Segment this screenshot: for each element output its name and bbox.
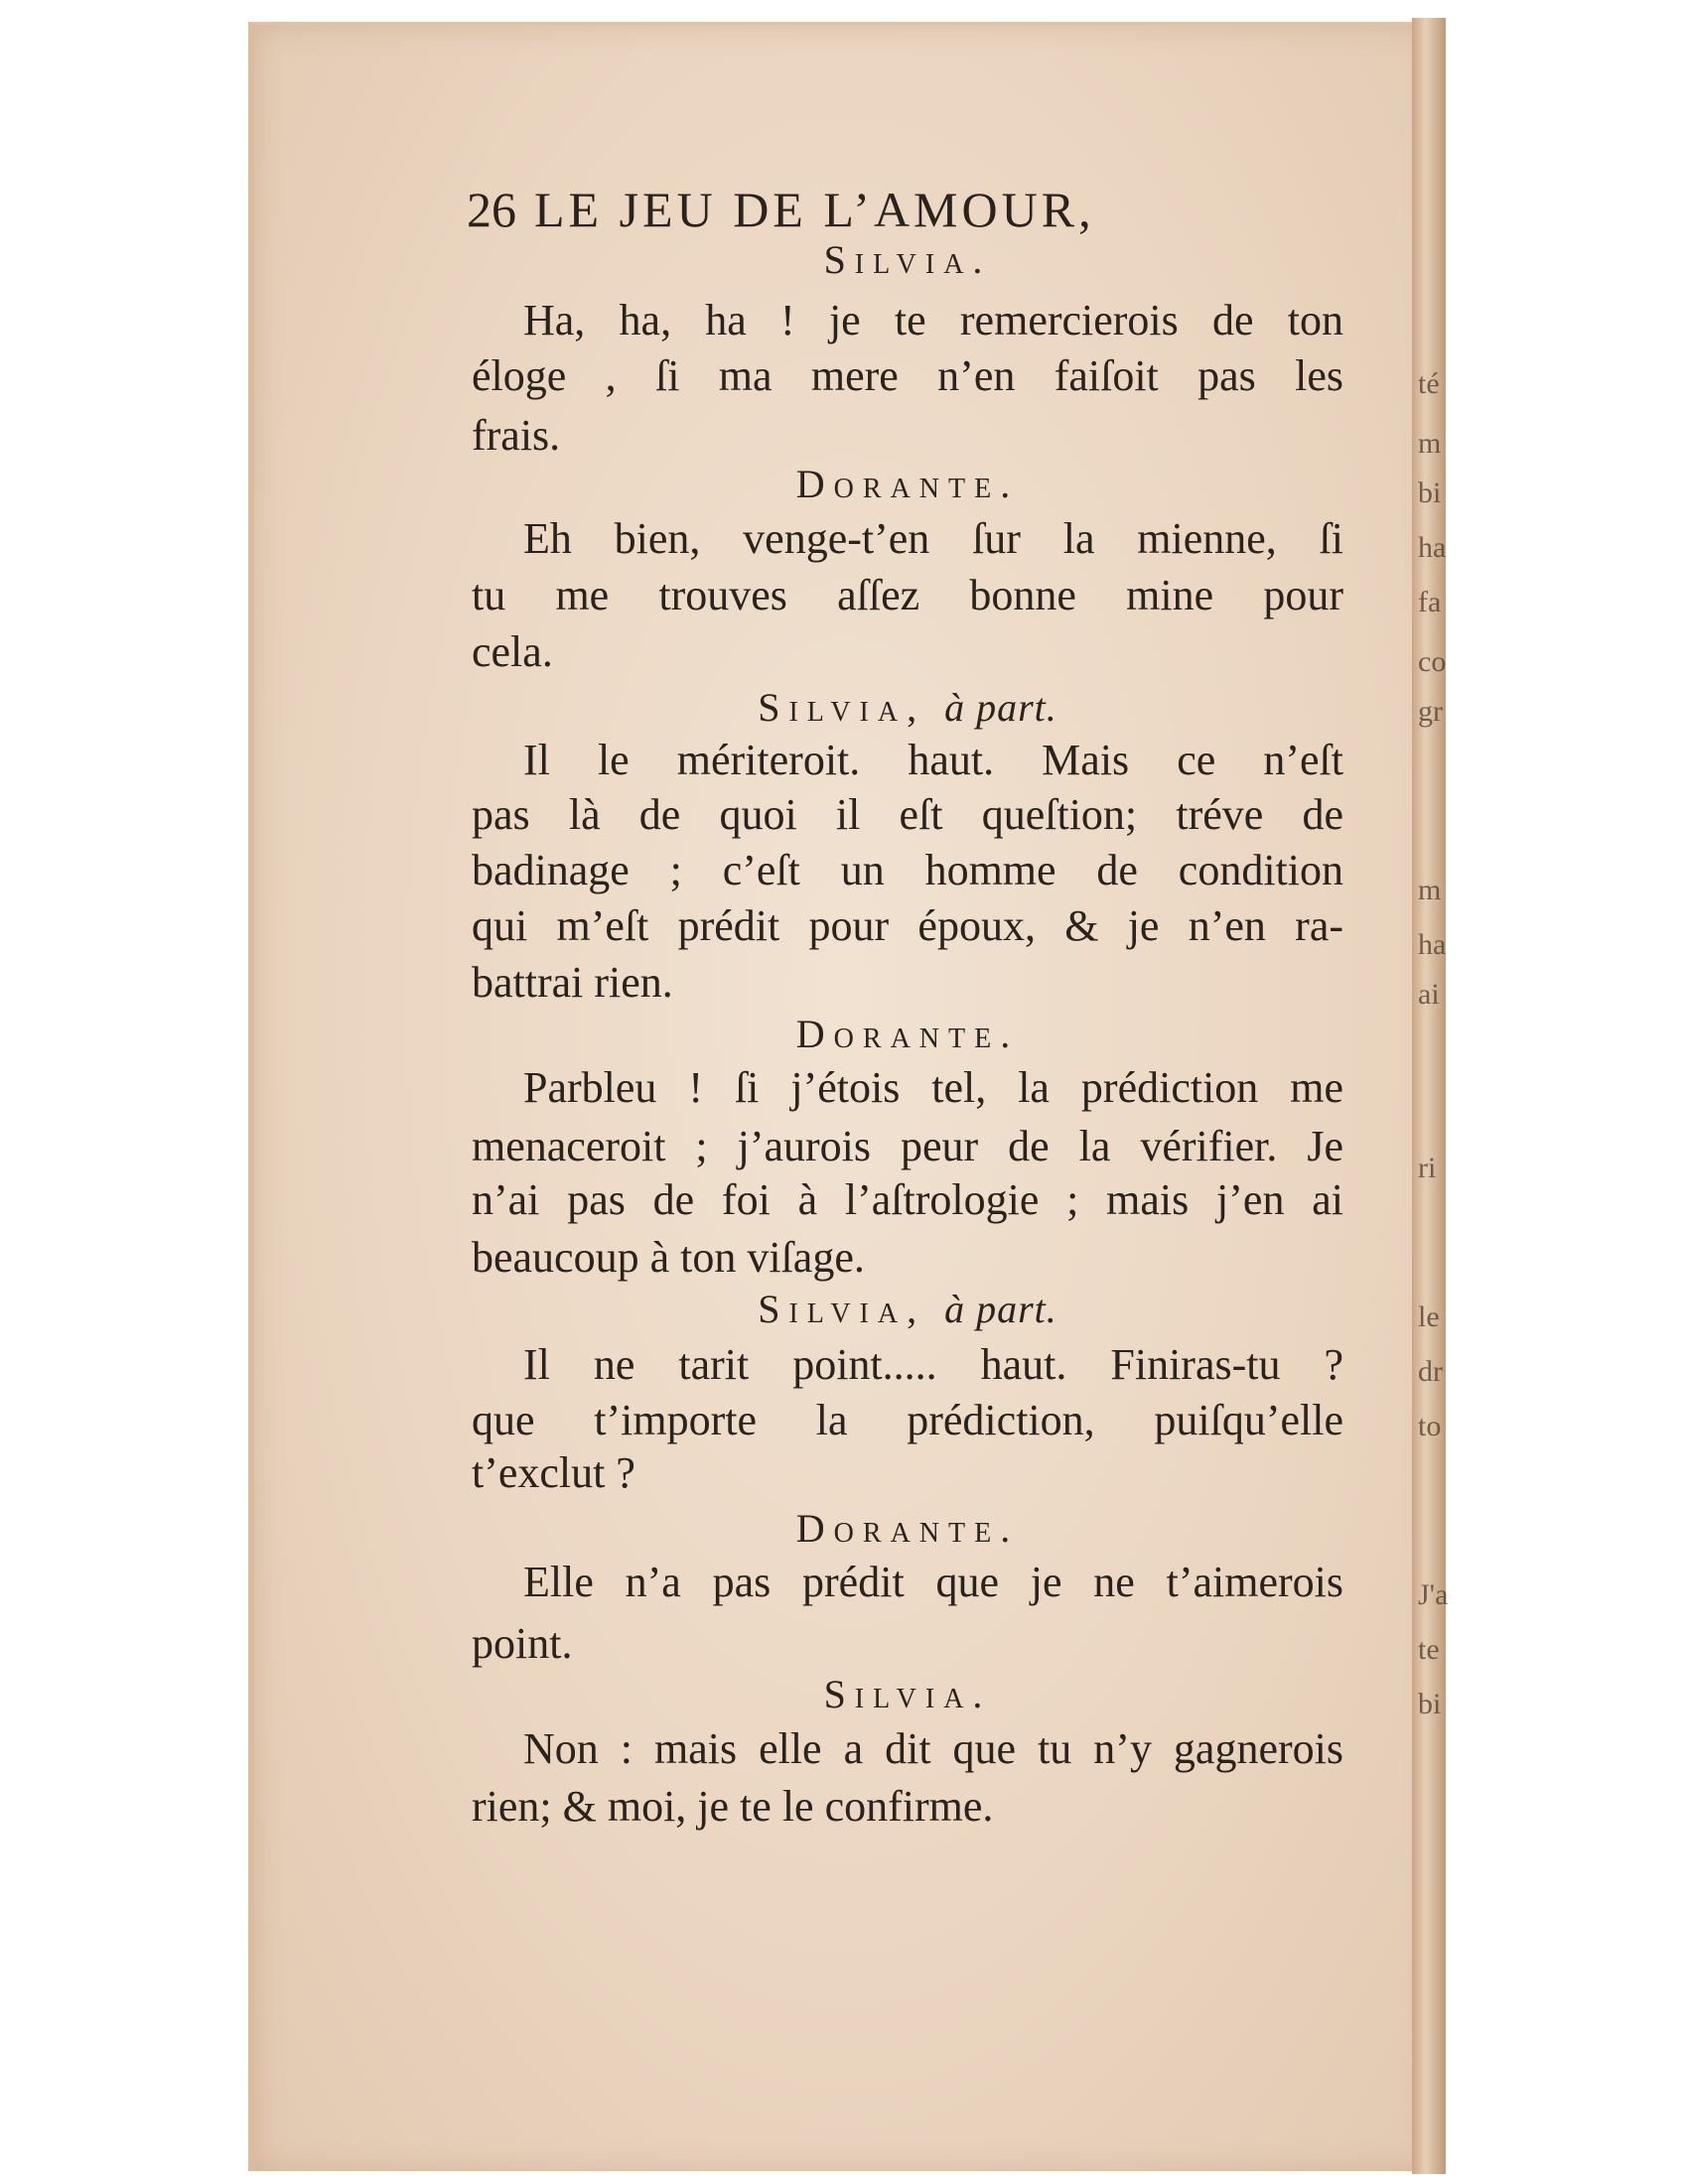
text-line: tu me trouves aſſez bonne mine pour <box>472 571 1343 619</box>
text-line: qui m’eſt prédit pour époux, & je n’en ra- <box>472 901 1343 950</box>
facing-page-fragment: le <box>1418 1300 1440 1333</box>
facing-page-fragment: dr <box>1418 1355 1443 1388</box>
text-line: point. <box>472 1619 573 1668</box>
facing-page-fragment: té <box>1418 367 1440 400</box>
facing-page-fragment: ha <box>1418 928 1447 961</box>
speaker-silvia-aside: Silvia, à part. <box>758 685 1057 730</box>
facing-page-fragment: ha <box>1418 531 1447 564</box>
speaker-silvia-aside: Silvia, à part. <box>758 1287 1057 1331</box>
facing-page-edge <box>1412 18 1449 2174</box>
text-line: frais. <box>472 411 561 460</box>
text-line: pas là de quoi il eſt queſtion; tréve de <box>472 790 1343 839</box>
facing-page-fragment: bi <box>1418 477 1442 509</box>
text-line: cela. <box>472 627 553 676</box>
running-header <box>467 181 1281 238</box>
facing-page-fragment: gr <box>1418 695 1443 728</box>
facing-page-fragment: bi <box>1418 1688 1442 1720</box>
facing-page-fragment: fa <box>1418 586 1442 618</box>
speaker-dorante: Dorante. <box>795 462 1020 506</box>
text-line: Non : mais elle a dit que tu n’y gagnerois <box>523 1724 1343 1773</box>
running-title: LE JEU DE L’AMOUR, <box>534 182 1095 237</box>
facing-page-fragment: to <box>1418 1410 1442 1442</box>
text-line: Parbleu ! ſi j’étois tel, la prédiction me <box>523 1063 1343 1112</box>
text-line: Ha, ha, ha ! je te remercierois de ton <box>523 296 1343 344</box>
speaker-silvia: Silvia. <box>823 1672 992 1716</box>
text-line: t’exclut ? <box>472 1448 635 1497</box>
text-line: menaceroit ; j’aurois peur de la vérifier. Je <box>472 1122 1343 1170</box>
text-line: Elle n’a pas prédit que je ne t’aimerois <box>523 1558 1343 1606</box>
facing-page-fragment: m <box>1418 874 1442 906</box>
page-number: 26 <box>467 182 516 237</box>
text-line: Eh bien, venge-t’en ſur la mienne, ſi <box>523 514 1343 563</box>
text-line: rien; & moi, je te le confirme. <box>472 1782 994 1831</box>
speaker-silvia: Silvia. <box>823 237 992 282</box>
speaker-dorante: Dorante. <box>795 1012 1020 1056</box>
text-line: badinage ; c’eſt un homme de condition <box>472 846 1343 894</box>
text-line: que t’importe la prédiction, puiſqu’elle <box>472 1396 1343 1444</box>
facing-page-fragment: co <box>1418 645 1447 678</box>
facing-page-fragment: m <box>1418 427 1442 460</box>
text-line: beaucoup à ton viſage. <box>472 1233 865 1282</box>
facing-page-fragment: ai <box>1418 978 1440 1011</box>
facing-page-fragment: ri <box>1418 1152 1437 1184</box>
text-line: éloge , ſi ma mere n’en faiſoit pas les <box>472 351 1343 400</box>
facing-page-fragment: te <box>1418 1633 1440 1666</box>
text-line: Il ne tarit point..... haut. Finiras-tu ? <box>523 1340 1343 1389</box>
text-line: battrai rien. <box>472 958 673 1007</box>
speaker-dorante: Dorante. <box>795 1506 1020 1551</box>
text-line: n’ai pas de foi à l’aſtrologie ; mais j’en ai <box>472 1175 1343 1224</box>
facing-page-fragment: J'a <box>1418 1578 1449 1611</box>
text-line: Il le mériteroit. haut. Mais ce n’eſt <box>523 736 1343 784</box>
